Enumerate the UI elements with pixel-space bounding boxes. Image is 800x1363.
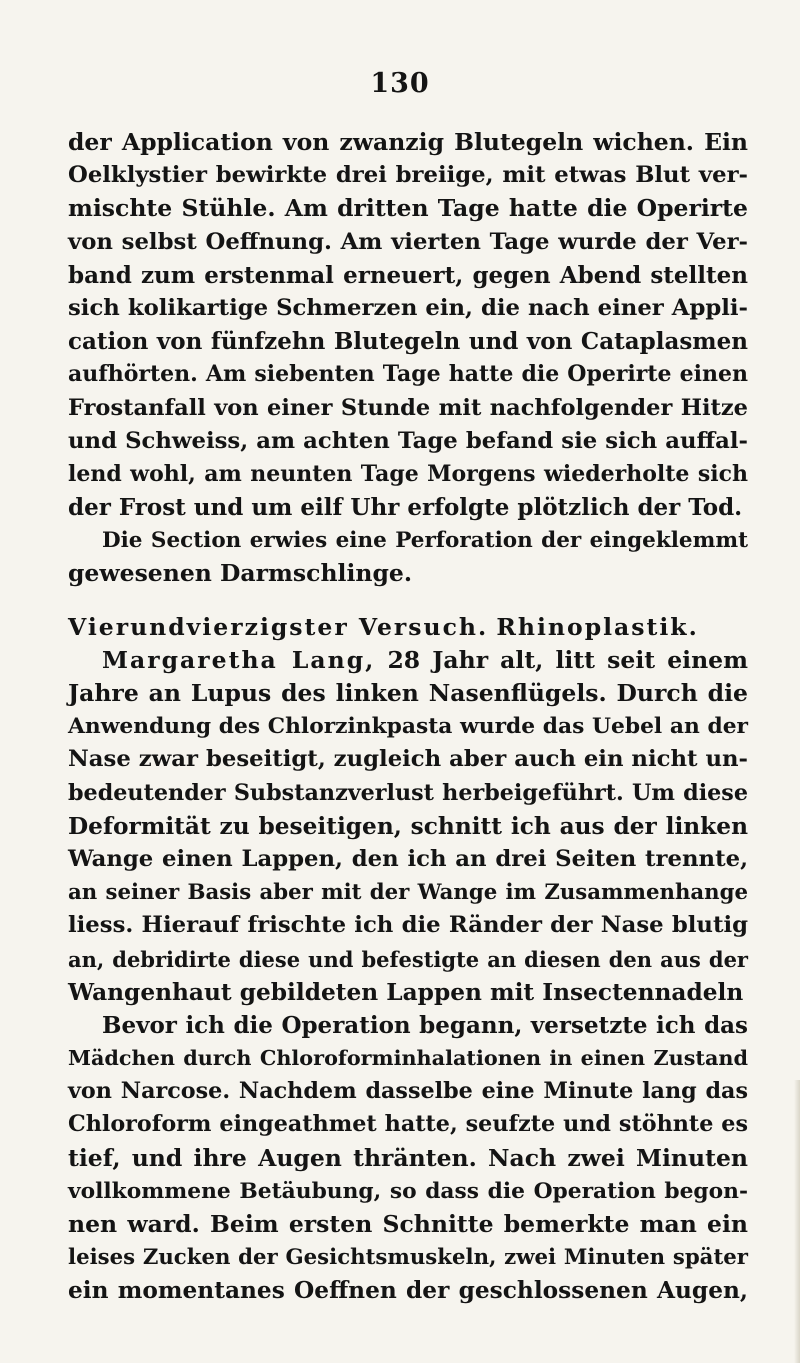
text-line: Nase zwar beseitigt, zugleich aber auch ein nicht un- [68, 746, 748, 773]
text-line: lend wohl, am neunten Tage Morgens wiederholte sich [68, 460, 748, 487]
text-line: Frostanfall von einer Stunde mit nachfolgender Hitze [68, 394, 748, 421]
section-heading [68, 611, 748, 644]
text-line: Mädchen durch Chloroforminhalationen in einen Zustand [68, 1046, 748, 1071]
text-line: Deformität zu beseitigen, schnitt ich aus der linken [68, 812, 748, 840]
section-gap [68, 591, 748, 611]
text-line: an seiner Basis aber mit der Wange im Zusammenhange [68, 880, 748, 906]
text-line: der Application von zwanzig Blutegeln wichen. Ein [68, 128, 748, 156]
text-line: cation von fünfzehn Blutegeln und von Cataplasmen [68, 328, 748, 356]
text-line: Wangenhaut gebildeten Lappen mit Insectennadeln [68, 978, 744, 1006]
text-line: bedeutender Substanzverlust herbeigeführt. Um diese [68, 779, 748, 806]
body-text [68, 126, 748, 1308]
section-heading-label: Vierundvierzigster Versuch. [68, 612, 489, 641]
text-line: der Frost und um eilf Uhr erfolgte plötzlich der Tod. [68, 494, 743, 522]
text-line: an, debridirte diese und befestigte an diesen den aus der [68, 946, 748, 972]
text-line: tief, und ihre Augen thränten. Nach zwei Minuten [68, 1143, 748, 1172]
text-line: Die Section erwies eine Perforation der eingeklemmt [102, 528, 748, 554]
text-line: vollkommene Betäubung, so dass die Operation begon- [68, 1178, 748, 1204]
text-line: Anwendung des Chlorzinkpasta wurde das Uebel an der [68, 714, 748, 740]
text-line: Bevor ich die Operation begann, versetzte ich das [102, 1011, 748, 1039]
text-line: sich kolikartige Schmerzen ein, die nach einer Appli- [68, 294, 748, 321]
text-line: Oelklystier bewirkte drei breiige, mit etwas Blut ver- [68, 162, 748, 189]
text-line: Wange einen Lappen, den ich an drei Seiten trennte, [68, 845, 748, 872]
text-line: aufhörten. Am siebenten Tage hatte die Operirte einen [68, 361, 748, 388]
text-line: nen ward. Beim ersten Schnitte bemerkte man ein [68, 1210, 748, 1238]
text-line: Chloroform eingeathmet hatte, seufzte und stöhnte es [68, 1111, 748, 1138]
patient-name: Margaretha Lang, [102, 645, 376, 674]
text-line: und Schweiss, am achten Tage befand sie sich auffal- [68, 427, 748, 454]
text-fragment: 28 Jahr alt, litt seit einem [387, 645, 748, 674]
section-heading-topic: Rhinoplastik. [496, 612, 699, 641]
text-line: band zum erstenmal erneuert, gegen Abend stellten [68, 261, 748, 289]
text-line: gewesenen Darmschlinge. [68, 559, 413, 588]
text-line: liess. Hierauf frischte ich die Ränder der Nase blutig [68, 912, 748, 939]
page-edge-shadow [794, 1080, 800, 1363]
text-line: von selbst Oeffnung. Am vierten Tage wurde der Ver- [68, 228, 748, 255]
text-line: mischte Stühle. Am dritten Tage hatte die Operirte [68, 194, 748, 223]
text-line: ein momentanes Oeffnen der geschlossenen Augen, [68, 1277, 748, 1305]
text-line: von Narcose. Nachdem dasselbe eine Minute lang das [68, 1078, 748, 1105]
text-line: Jahre an Lupus des linken Nasenflügels. Durch die [68, 679, 748, 707]
page-number: 130 [370, 68, 430, 99]
text-line: leises Zucken der Gesichtsmuskeln, zwei Minuten später [68, 1245, 748, 1271]
text-line [68, 644, 748, 677]
